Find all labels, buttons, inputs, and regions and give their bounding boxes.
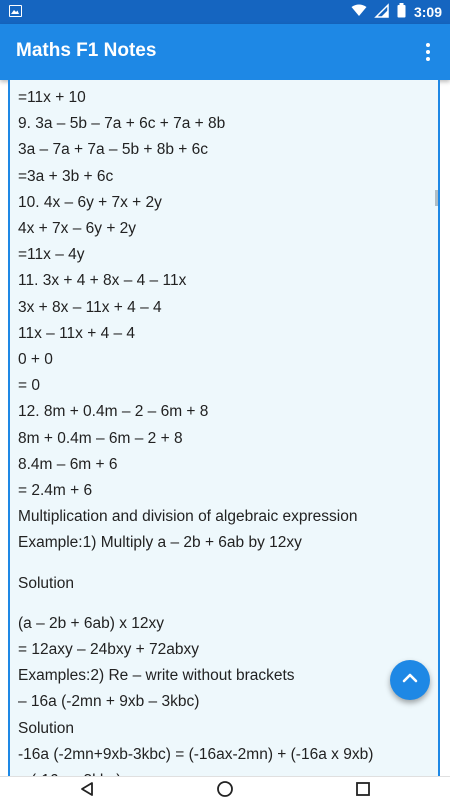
note-line: 3a – 7a + 7a – 5b + 8b + 6c [18,141,209,159]
note-line: 10. 4x – 6y + 7x + 2y [18,193,162,211]
note-line: = 2.4m + 6 [18,482,93,500]
gallery-icon [9,5,22,17]
status-bar [0,0,450,24]
note-line: Example:1) Multiply a – 2b + 6ab by 12xy [18,534,302,552]
chevron-up-icon [402,671,418,689]
navigation-bar [0,776,450,801]
note-line: – 16a (-2mn + 9xb – 3kbc) [18,693,200,711]
note-line: Examples:2) Re – write without brackets [18,667,295,685]
battery-icon [397,3,406,21]
note-line: Solution [18,719,75,737]
note-line: Solution [18,574,75,592]
note-line: = 12axy – 24bxy + 72abxy [18,641,199,659]
back-icon[interactable] [78,780,96,798]
note-line: (a – 2b + 6ab) x 12xy [18,614,165,632]
note-line: 3x + 8x – 11x + 4 – 4 [18,298,162,316]
note-line: 11x – 11x + 4 – 4 [18,324,136,342]
note-line: Multiplication and division of algebraic expression [18,508,358,526]
note-line [18,597,438,611]
notes-content[interactable] [8,80,440,776]
app-title: Maths F1 Notes [16,40,157,61]
note-line: =3a + 3b + 6c [18,167,114,185]
note-line: 8m + 0.4m – 6m – 2 + 8 [18,429,183,447]
note-line: 12. 8m + 0.4m – 2 – 6m + 8 [18,403,209,421]
recents-icon[interactable] [354,780,372,798]
app-bar [0,24,450,80]
note-line: = 0 [18,377,40,395]
note-line: 9. 3a – 5b – 7a + 6c + 7a + 8b [18,115,226,133]
note-line: 8.4m – 6m + 6 [18,455,118,473]
note-line [18,557,438,571]
scrollbar-thumb[interactable] [435,190,438,206]
note-line: 11. 3x + 4 + 8x – 4 – 11x [18,272,187,290]
clock: 3:09 [413,4,442,20]
note-line: 4x + 7x – 6y + 2y [18,220,137,238]
note-line: 0 + 0 [18,351,53,369]
signal-icon [375,4,389,21]
note-line: -16a (-2mn+9xb-3kbc) = (-16ax-2mn) + (-16a x 9xb) [18,745,374,763]
note-line: =11x – 4y [18,246,85,264]
wifi-icon [351,4,367,20]
scroll-to-top-button[interactable] [390,660,430,700]
more-vert-icon[interactable] [416,38,440,66]
note-line: =11x + 10 [18,89,86,106]
home-icon[interactable] [216,780,234,798]
